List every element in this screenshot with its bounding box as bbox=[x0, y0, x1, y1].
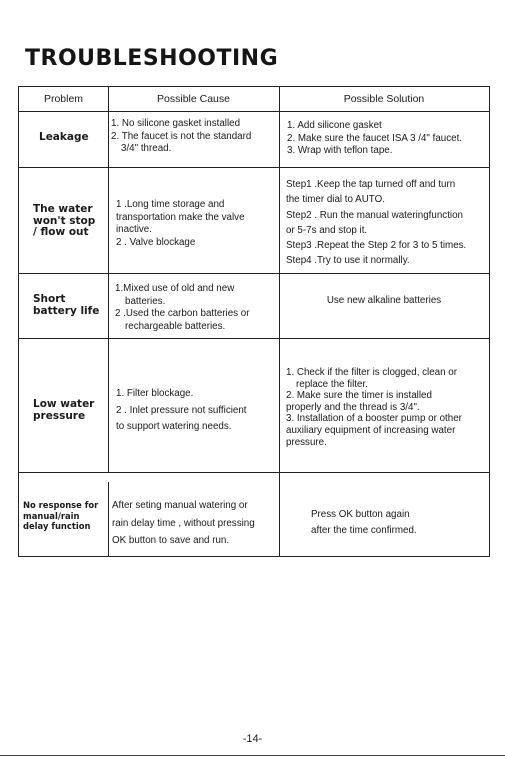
solution-cell: Step1 .Keep the tap turned off and turn the timer dial to AUTO. Step2 . Run the manual wateringfunction or 5-7s and stop it. Step3 .Repeat the Step 2 for 3 to 5 times. Step4 .Try to use it normally. bbox=[286, 179, 467, 267]
troubleshooting-table bbox=[18, 86, 490, 557]
row-divider bbox=[19, 273, 489, 274]
cause-cell: 1.Mixed use of old and new batteries. 2 .Used the carbon batteries or rechargeable batteries. bbox=[115, 283, 250, 332]
page-number: -14- bbox=[242, 733, 263, 745]
cause-cell: 1 .Long time storage and transportation make the valve inactive. 2 . Valve blockage bbox=[116, 199, 245, 248]
column-divider bbox=[279, 87, 280, 556]
row-divider bbox=[19, 472, 489, 473]
row-divider bbox=[19, 167, 489, 168]
column-divider bbox=[108, 482, 109, 556]
problem-cell: Leakage bbox=[39, 131, 89, 143]
bottom-rule bbox=[0, 755, 505, 756]
solution-cell: Use new alkaline batteries bbox=[326, 295, 442, 306]
problem-cell: Low water pressure bbox=[33, 398, 95, 422]
header-solution: Possible Solution bbox=[343, 93, 425, 105]
solution-cell: 1. Check if the filter is clogged, clean or replace the filter. 2. Make sure the timer is installed properly and the thread is 3/4". 3. Installation of a booster pump or other auxiliary equipment of increasing water pressure. bbox=[286, 367, 462, 448]
cause-cell: 1. No silicone gasket installed 2. The faucet is not the standard 3/4" thread. bbox=[111, 118, 252, 155]
row-divider bbox=[19, 338, 489, 339]
header-problem: Problem bbox=[43, 93, 84, 105]
header-cause: Possible Cause bbox=[157, 93, 230, 105]
page-title: TROUBLESHOOTING bbox=[25, 46, 279, 71]
column-divider bbox=[108, 87, 109, 472]
solution-cell: 1. Add silicone gasket 2. Make sure the faucet ISA 3 /4" faucet. 3. Wrap with teflon tape. bbox=[287, 120, 463, 157]
header-divider bbox=[19, 111, 489, 112]
cause-cell: After seting manual watering or rain delay time , without pressing OK button to save and run. bbox=[112, 500, 255, 546]
problem-cell: The water won't stop / flow out bbox=[33, 203, 96, 238]
solution-cell: Press OK button again after the time confirmed. bbox=[311, 509, 417, 536]
problem-cell: No response for manual/rain delay function bbox=[23, 500, 99, 531]
problem-cell: Short battery life bbox=[33, 293, 100, 317]
cause-cell: 1. Filter blockage. 2 . Inlet pressure not sufficient to support watering needs. bbox=[116, 388, 247, 432]
